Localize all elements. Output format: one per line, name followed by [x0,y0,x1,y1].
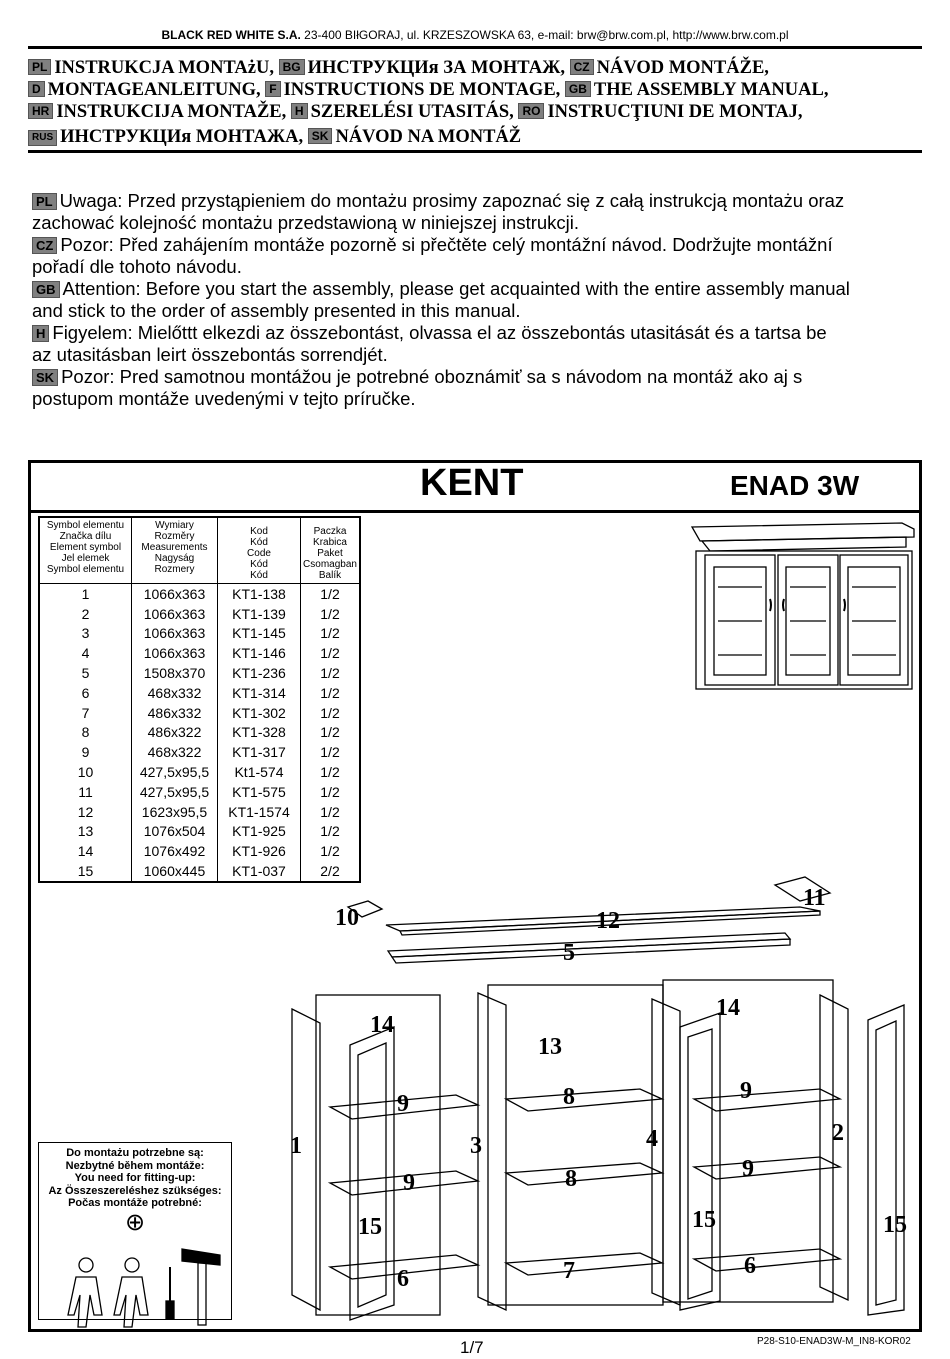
company-header [0,28,950,42]
note-text: az utasitásban leirt összebontás sorrendjét. [32,344,388,365]
table-cell: KT1-146 [218,643,301,663]
table-cell: 11 [39,782,132,802]
table-cell: KT1-314 [218,683,301,703]
note-line [32,234,922,256]
note-line [32,212,922,234]
tools-line: Az Összeszereléshez szükséges: [48,1184,222,1197]
language-tag: GB [565,81,591,97]
table-cell: 2/2 [301,861,361,882]
table-cell: 468x332 [132,683,218,703]
company-address: 23-400 BIłGORAJ, ul. KRZESZOWSKA 63, e-mail: brw@brw.com.pl, http://www.brw.com.pl [304,28,789,42]
part-number-label: 4 [646,1126,658,1152]
tools-line: Počas montáže potrebné: [68,1197,202,1209]
table-cell: 4 [39,643,132,663]
part-number-label: 9 [403,1170,415,1196]
table-cell: 1066x363 [132,604,218,624]
table-cell: 1076x492 [132,841,218,861]
title-line [28,127,521,148]
title-text: ИНСТРУКЦИя ЗА МОНТАЖ, [307,58,565,78]
table-cell: 14 [39,841,132,861]
table-cell: 2 [39,604,132,624]
table-cell: 1623x95,5 [132,802,218,822]
product-code: ENAD 3W [730,470,860,501]
title-text: INSTRUCŢIUNI DE MONTAJ, [547,102,803,122]
part-number-label: 3 [470,1133,482,1159]
note-text: Uwaga: Przed przystąpieniem do montażu prosimy zapoznać się z całą instrukcją montażu oraz [59,190,845,211]
table-cell: KT1-236 [218,663,301,683]
language-tag: D [28,81,45,97]
language-tag: PL [28,59,51,75]
table-cell: 1/2 [301,841,361,861]
table-cell: 1/2 [301,822,361,842]
note-line [32,322,922,344]
note-text: Figyelem: Mielőttt elkezdi az összebontást, olvassa el az összebontás utasitását és a tartsa be [52,322,827,343]
header-symbol: Symbol elementu Značka dílu Element symbol Jel elemek Symbol elementu [39,517,132,584]
note-line [32,300,922,322]
part-number-label: 6 [744,1253,756,1279]
note-line [32,256,922,278]
frame-divider [28,510,922,513]
tools-needed [38,1147,232,1236]
part-number-label: 10 [335,905,359,931]
language-tag: RO [518,103,544,119]
language-tag: PL [32,193,57,210]
table-cell: 427,5x95,5 [132,782,218,802]
language-tag: SK [32,369,58,386]
note-text: and stick to the order of assembly presented in this manual. [32,300,521,321]
title-rule [28,150,922,153]
table-cell: 1066x363 [132,643,218,663]
note-text: zachować kolejność montażu przedstawioną w niniejszej instrukcji. [32,212,580,233]
language-tag: H [32,325,49,342]
title-line [28,58,769,79]
table-cell: KT1-138 [218,584,301,604]
title-text: INSTRUKCIJA MONTAŽE, [56,102,287,122]
table-cell: 1076x504 [132,822,218,842]
language-tag: BG [279,59,305,75]
tools-line: You need for fitting-up: [74,1172,196,1184]
header-rule [28,46,922,49]
part-number-label: 12 [596,908,620,934]
tools-line: Nezbytné během montáže: [65,1159,205,1172]
title-text: NÁVOD NA MONTÁŽ [335,127,522,147]
part-number-label: 1 [290,1133,302,1159]
part-number-label: 9 [397,1091,409,1117]
table-cell: KT1-139 [218,604,301,624]
table-cell: 427,5x95,5 [132,762,218,782]
table-cell: KT1-926 [218,841,301,861]
note-line [32,366,922,388]
title-text: MONTAGEANLEITUNG, [47,80,261,100]
table-cell: 10 [39,762,132,782]
document-reference: P28-S10-ENAD3W-M_IN8-KOR02 [757,1336,911,1347]
title-text: SZERELÉSI UTASITÁS, [310,102,514,122]
model-name: KENT [420,462,524,504]
note-text: Pozor: Pred samotnou montážou je potrebné oboznámiť sa s návodom na montáž ako aj s [61,366,803,387]
table-cell: KT1-037 [218,861,301,882]
table-cell: KT1-317 [218,742,301,762]
note-line [32,344,922,366]
table-cell: 12 [39,802,132,822]
note-text: postupom montáže uvedenými v tejto príručke. [32,388,416,409]
note-text: Pozor: Před zahájením montáže pozorně si přečtěte celý montážní návod. Dodržujte montážní [60,234,833,255]
language-tag: H [291,103,308,119]
language-tag: F [265,81,280,97]
language-tag: CZ [570,59,594,75]
part-number-label: 9 [742,1156,754,1182]
table-cell: 1/2 [301,643,361,663]
note-line [32,388,922,410]
table-cell: 9 [39,742,132,762]
tools-line: Do montażu potrzebne są: [66,1147,204,1159]
table-cell: 486x332 [132,703,218,723]
table-cell: KT1-1574 [218,802,301,822]
title-line [28,102,803,123]
table-cell: 13 [39,822,132,842]
title-text: INSTRUKCJA MONTAżU, [54,58,274,78]
table-cell: 5 [39,663,132,683]
language-tag: CZ [32,237,57,254]
header-code: Kod Kód Code Kód Kód [218,517,301,584]
table-cell: 3 [39,624,132,644]
language-tag: SK [308,128,333,144]
table-cell: 1508x370 [132,663,218,683]
part-number-label: 9 [740,1078,752,1104]
note-line [32,278,922,300]
part-number-label: 14 [370,1012,394,1038]
title-text: INSTRUCTIONS DE MONTAGE, [283,80,561,100]
part-number-label: 2 [832,1120,844,1146]
table-cell: 1/2 [301,782,361,802]
note-text: pořadí dle tohoto návodu. [32,256,242,277]
language-tag: GB [32,281,60,298]
table-cell: Kt1-574 [218,762,301,782]
language-tag: HR [28,103,53,119]
part-number-label: 5 [563,940,575,966]
table-cell: 1/2 [301,723,361,743]
title-text: ИНСТРУКЦИя МОНТАЖА, [60,127,304,147]
table-cell: KT1-328 [218,723,301,743]
table-cell: 1060x445 [132,861,218,882]
part-number-label: 6 [397,1266,409,1292]
part-number-label: 13 [538,1034,562,1060]
table-cell: 1/2 [301,762,361,782]
part-number-label: 8 [563,1084,575,1110]
table-cell: 1/2 [301,742,361,762]
table-cell: 486x322 [132,723,218,743]
table-cell: KT1-925 [218,822,301,842]
page-number: 1/7 [460,1338,484,1357]
title-text: THE ASSEMBLY MANUAL, [593,80,829,100]
table-cell: 1/2 [301,584,361,604]
table-cell: 1066x363 [132,584,218,604]
table-cell: KT1-302 [218,703,301,723]
note-line [32,190,922,212]
table-cell: 1/2 [301,663,361,683]
table-cell: 7 [39,703,132,723]
part-number-label: 7 [563,1258,575,1284]
company-name: BLACK RED WHITE S.A. [161,28,301,42]
part-number-label: 11 [803,885,826,911]
screwdriver-symbol: ⊕ [124,1208,146,1236]
table-cell: 1/2 [301,802,361,822]
table-cell: 1/2 [301,604,361,624]
top-moulding [348,877,830,963]
table-cell: 1066x363 [132,624,218,644]
table-cell: 1/2 [301,624,361,644]
part-number-label: 14 [716,995,740,1021]
part-number-label: 8 [565,1166,577,1192]
table-cell: 6 [39,683,132,703]
header-package: Paczka Krabica Paket Csomagban Balík [301,517,361,584]
part-number-label: 15 [692,1207,716,1233]
part-number-label: 15 [883,1212,907,1238]
header-dimensions: Wymiary Rozměry Measurements Nagyság Rozmery [132,517,218,584]
table-cell: KT1-145 [218,624,301,644]
table-cell: 15 [39,861,132,882]
table-cell: KT1-575 [218,782,301,802]
cabinet-preview [692,523,914,689]
part-number-label: 15 [358,1214,382,1240]
title-text: NÁVOD MONTÁŽE, [596,58,769,78]
table-cell: 1 [39,584,132,604]
table-cell: 1/2 [301,703,361,723]
title-line [28,80,828,101]
note-text: Attention: Before you start the assembly, please get acquainted with the entire assembly manual [62,278,850,299]
table-cell: 8 [39,723,132,743]
table-cell: 1/2 [301,683,361,703]
language-tag: RUS [28,130,57,146]
assembly-notes [32,190,922,410]
table-cell: 468x322 [132,742,218,762]
